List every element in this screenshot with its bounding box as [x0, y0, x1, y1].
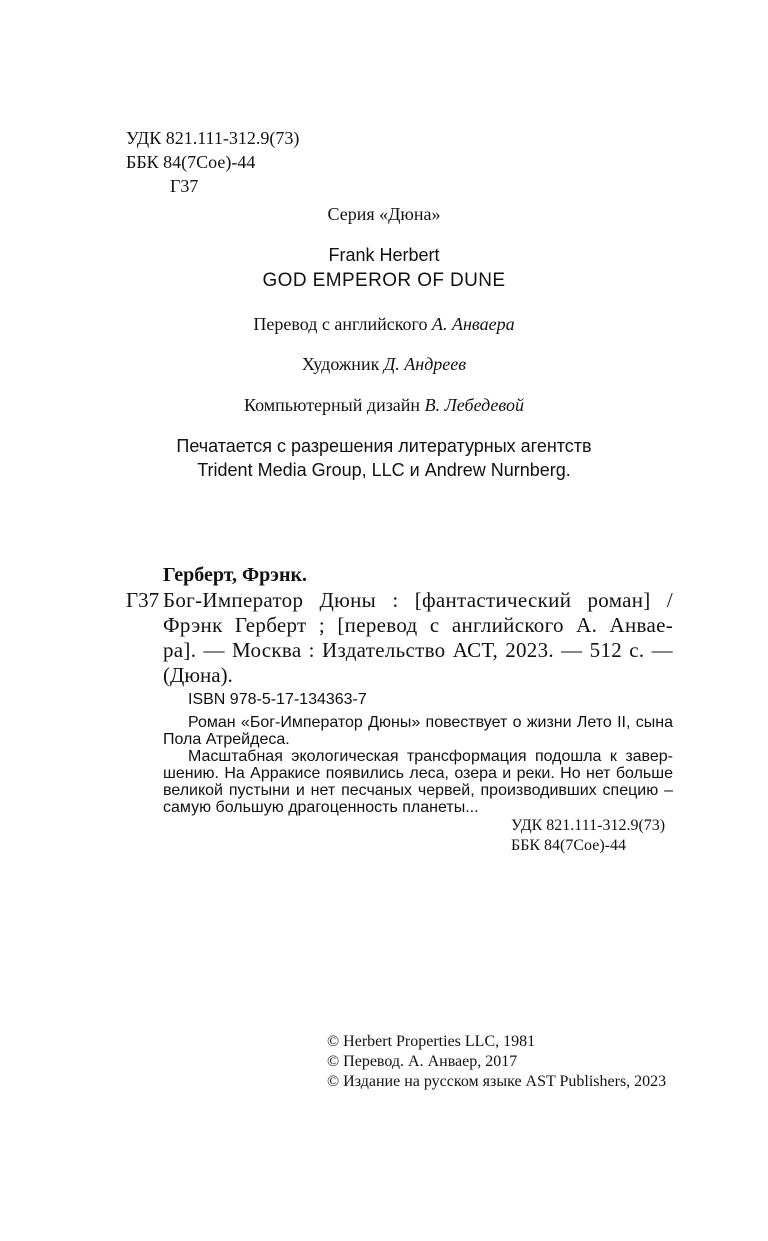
annotation-p2-line-2: шению. На Арракисе появились леса, озера и реки. Но нет больше [163, 765, 673, 782]
permission-line-2: Trident Media Group, LLC и Andrew Nurnberg. [197, 460, 571, 480]
annotation-p2-line-3: великой пустыни и нет песчаных червей, производивших специю – [163, 782, 673, 799]
design-credit [0, 393, 768, 417]
original-author: Frank Herbert [328, 245, 440, 265]
annotation-p1-line-1: Роман «Бог-Император Дюны» повествует о жизни Лето II, сына [188, 714, 673, 731]
record-line-3: ра]. — Москва : Издательство АСТ, 2023. — 512 с. — [163, 638, 673, 662]
record-author-heading: Герберт, Фрэнк. [163, 564, 307, 586]
record-line-4: (Дюна). [163, 663, 233, 687]
annotation-p1-line-2: Пола Атрейдеса. [163, 731, 290, 748]
artist-label: Художник [301, 354, 380, 374]
udk-code: УДК 821.111-312.9(73) [126, 128, 300, 148]
copyright-line-3: © Издание на русском языке AST Publishers, 2023 [327, 1073, 667, 1090]
design-label: Компьютерный дизайн [243, 395, 421, 415]
translation-label: Перевод с английского [253, 314, 428, 334]
annotation-p2-line-4: самую большую драгоценность планеты... [163, 799, 479, 816]
record-author-code: Г37 [126, 588, 160, 612]
series-label: Серия «Дюна» [327, 204, 441, 224]
bbk-code: ББК 84(7Сое)-44 [126, 152, 256, 172]
record-udk: УДК 821.111-312.9(73) [511, 817, 666, 834]
permission-line-1: Печатается с разрешения литературных агентств [176, 436, 592, 456]
annotation-p2-line-1: Масштабная экологическая трансформация подошла к завер- [188, 748, 673, 765]
translation-credit [0, 312, 768, 336]
original-title: GOD EMPEROR OF DUNE [262, 270, 506, 291]
isbn: ISBN 978-5-17-134363-7 [188, 691, 367, 708]
copyright-line-2: © Перевод. А. Анваер, 2017 [327, 1053, 518, 1070]
designer-name: В. Лебедевой [424, 395, 524, 415]
record-line-2: Фрэнк Герберт ; [перевод с английского А. Анвае- [163, 613, 673, 637]
author-sign-code: Г37 [170, 176, 199, 196]
record-bbk: ББК 84(7Сое)-44 [511, 837, 626, 854]
artist-credit [0, 352, 768, 376]
artist-name: Д. Андреев [383, 354, 467, 374]
copyright-line-1: © Herbert Properties LLC, 1981 [327, 1033, 536, 1050]
record-line-1: Бог-Император Дюны : [фантастический роман] / [163, 588, 673, 612]
translator-name: А. Анваера [431, 314, 515, 334]
